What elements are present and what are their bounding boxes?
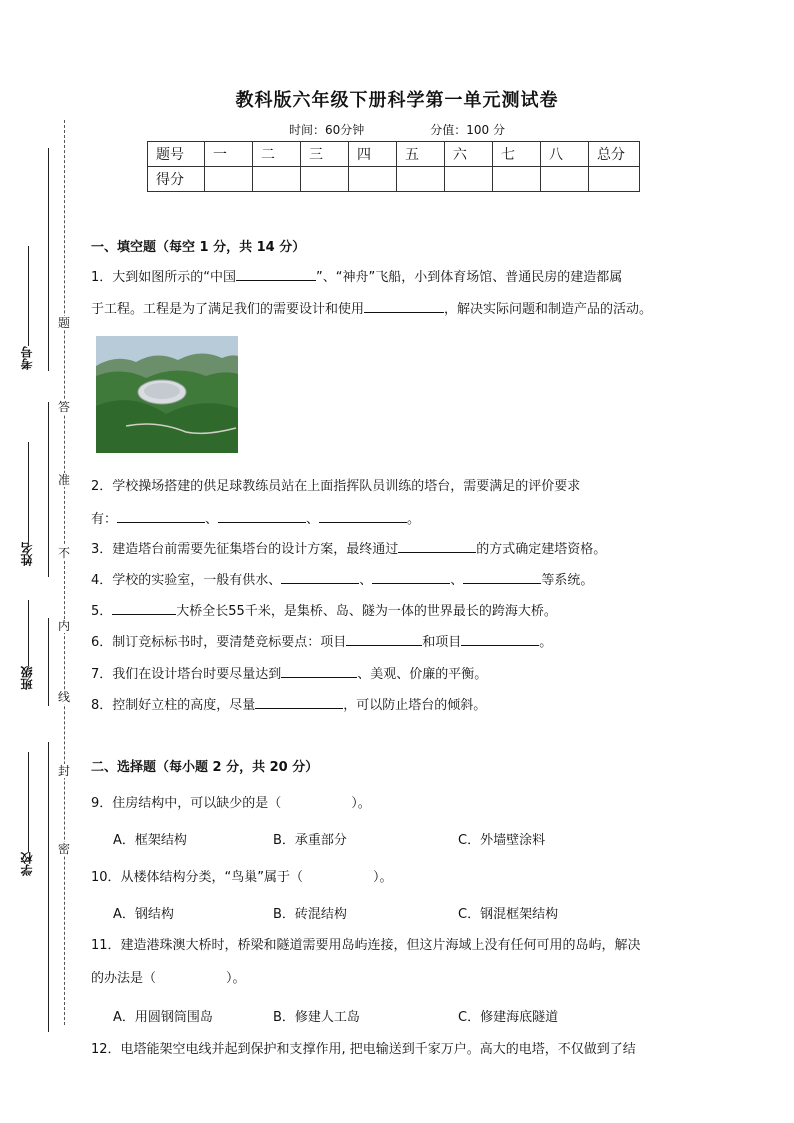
q3-blank[interactable] (398, 540, 476, 553)
q8: 8．控制好立柱的高度，尽量 ，可以防止塔台的倾斜。 (91, 698, 487, 713)
exam-meta (0, 121, 794, 138)
margin-vertical-line (48, 402, 49, 577)
seal-char: 线 (55, 690, 73, 704)
section2-heading: 二、选择题（每小题 2 分，共 20 分） (91, 760, 319, 775)
score-cell[interactable] (349, 167, 397, 192)
q3: 3．建造塔台前需要先征集塔台的设计方案，最终通过 的方式确定建塔资格。 (91, 542, 607, 557)
q5-blank[interactable] (112, 602, 176, 615)
q12-stem: 12．电塔能架空电线并起到保护和支撑作用, 把电输送到千家万户。高大的电塔，不仅做到了结 (91, 1042, 636, 1057)
student-id-field[interactable] (18, 240, 35, 370)
score-header-cell: 五 (397, 142, 445, 167)
margin-vertical-line (48, 618, 49, 706)
score-header-cell: 六 (445, 142, 493, 167)
score-header-cell: 七 (493, 142, 541, 167)
student-name-label: 姓名 (20, 542, 34, 566)
section1-heading: 一、填空题（每空 1 分，共 14 分） (91, 240, 306, 255)
q10-option-a[interactable]: A．钢结构 (113, 907, 174, 922)
page-title: 教科版六年级下册科学第一单元测试卷 (235, 90, 559, 111)
q9-stem: 9．住房结构中，可以缺少的是（ ）。 (91, 796, 371, 811)
q4-blank-1[interactable] (281, 571, 359, 584)
q9-option-b[interactable]: B．承重部分 (273, 833, 347, 848)
q2-blank-3[interactable] (319, 510, 407, 523)
q7-blank[interactable] (281, 665, 357, 678)
q5: 5． 大桥全长55千米，是集桥、岛、隧为一体的世界最长的跨海大桥。 (91, 604, 557, 619)
q1-blank-2[interactable] (364, 300, 444, 313)
q4: 4．学校的实验室，一般有供水、 、 、 等系统。 (91, 573, 594, 588)
school-field[interactable] (18, 740, 35, 876)
q10-option-b[interactable]: B．砖混结构 (273, 907, 347, 922)
q1-blank-1[interactable] (236, 268, 316, 281)
q10-option-c[interactable]: C．钢混框架结构 (458, 907, 559, 922)
seal-char: 封 (55, 764, 73, 778)
exam-time: 时间：60分钟 (288, 123, 365, 137)
seal-char: 内 (55, 619, 73, 633)
seal-char: 答 (55, 400, 73, 414)
class-label: 班级 (20, 666, 34, 690)
score-header-cell: 总分 (589, 142, 640, 167)
score-cell[interactable] (253, 167, 301, 192)
seal-char: 不 (55, 546, 73, 560)
fast-telescope-photo (96, 336, 238, 453)
q1-line2: 于工程。工程是为了满足我们的需要设计和使用 ，解决实际问题和制造产品的活动。 (91, 302, 653, 317)
q9-option-c[interactable]: C．外墙壁涂料 (458, 833, 546, 848)
q11-option-b[interactable]: B．修建人工岛 (273, 1010, 360, 1025)
score-table (147, 141, 640, 192)
seal-char: 准 (55, 473, 73, 487)
seal-char: 题 (55, 316, 73, 330)
q11-stem-cont: 的办法是（ ）。 (91, 971, 246, 986)
q2-blank-2[interactable] (218, 510, 306, 523)
q6-blank-1[interactable] (346, 633, 422, 646)
score-cell[interactable] (589, 167, 640, 192)
score-cell[interactable] (397, 167, 445, 192)
q2-line1: 2．学校操场搭建的供足球教练员站在上面指挥队员训练的塔台，需要满足的评价要求 (91, 479, 581, 494)
score-cell[interactable] (541, 167, 589, 192)
q8-blank[interactable] (255, 696, 343, 709)
q11-stem: 11．建造港珠澳大桥时，桥梁和隧道需要用岛屿连接，但这片海域上没有任何可用的岛屿，解决 (91, 938, 641, 953)
score-row-label: 得分 (148, 167, 205, 192)
q2-blank-1[interactable] (117, 510, 205, 523)
seal-dashed-line (64, 120, 65, 1025)
score-cell[interactable] (493, 167, 541, 192)
q4-blank-3[interactable] (463, 571, 541, 584)
q10-stem: 10．从楼体结构分类，“鸟巢”属于（ ）。 (91, 870, 393, 885)
exam-score: 分值：100 分 (430, 123, 505, 137)
score-cell[interactable] (205, 167, 253, 192)
q7: 7．我们在设计塔台时要尽量达到 、美观、价廉的平衡。 (91, 667, 488, 682)
score-header-cell: 一 (205, 142, 253, 167)
q4-blank-2[interactable] (372, 571, 450, 584)
seal-char: 密 (55, 842, 73, 856)
margin-vertical-line (48, 742, 49, 1032)
score-table-header-row (148, 142, 640, 167)
q6: 6．制订竞标标书时，要清楚竞标要点：项目 和项目 。 (91, 635, 553, 650)
student-name-field[interactable] (18, 430, 35, 566)
q11-option-c[interactable]: C．修建海底隧道 (458, 1010, 559, 1025)
score-cell[interactable] (301, 167, 349, 192)
score-header-cell: 二 (253, 142, 301, 167)
student-id-label: 考号 (20, 346, 34, 370)
score-header-cell: 四 (349, 142, 397, 167)
class-field[interactable] (18, 590, 35, 690)
margin-vertical-line (48, 148, 49, 371)
score-header-cell: 八 (541, 142, 589, 167)
score-header-cell: 题号 (148, 142, 205, 167)
score-cell[interactable] (445, 167, 493, 192)
q6-blank-2[interactable] (461, 633, 539, 646)
score-header-cell: 三 (301, 142, 349, 167)
school-label: 学校 (20, 852, 34, 876)
score-table-score-row (148, 167, 640, 192)
q9-option-a[interactable]: A．框架结构 (113, 833, 187, 848)
q1-line1: 1．大到如图所示的“中国 ”、“神舟”飞船，小到体育场馆、普通民房的建造都属 (91, 270, 623, 285)
q11-option-a[interactable]: A．用圆钢筒围岛 (113, 1010, 213, 1025)
q2-line2: 有： 、 、 。 (91, 512, 421, 527)
